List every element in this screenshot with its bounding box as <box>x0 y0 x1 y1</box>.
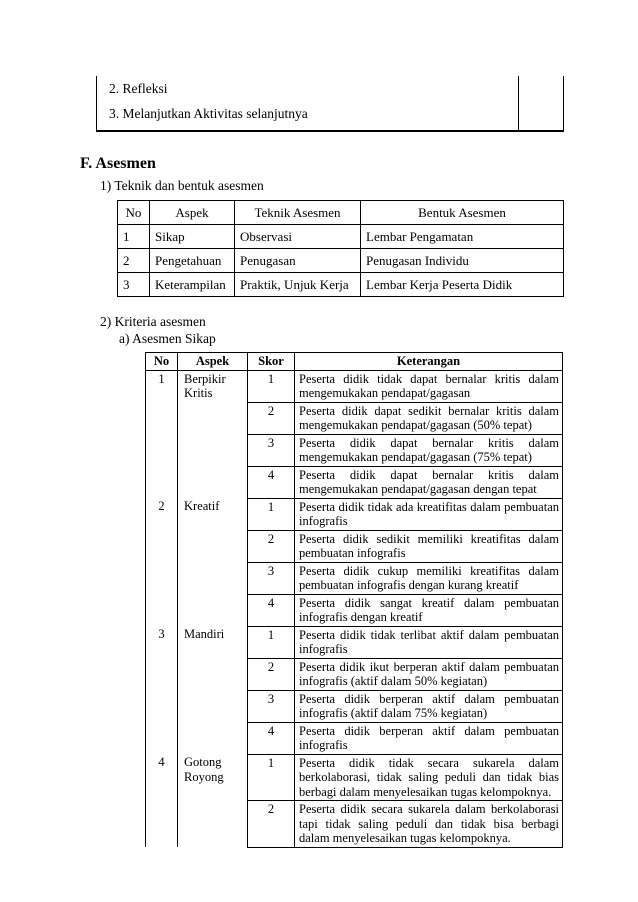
row-number: 2 <box>146 498 178 626</box>
score-cell: 2 <box>248 402 295 434</box>
description-cell <box>295 594 563 626</box>
description-line: infografis dengan kreatif <box>299 610 423 624</box>
description-line: infografis (aktif dalam 50% kegiatan) <box>299 674 488 688</box>
description-line: Peserta didik dapat bernalar kritis dalam <box>299 467 559 482</box>
description-cell <box>295 690 563 722</box>
description-line: Peserta didik secara sukarela dalam berkolaborasi <box>299 802 559 816</box>
section-title: F. Asesmen <box>80 155 156 172</box>
table-row <box>146 498 563 530</box>
description-cell <box>295 722 563 754</box>
description-line: Peserta didik tidak dapat bernalar kritis dalam <box>299 371 559 386</box>
description-line: infografis (aktif dalam 75% kegiatan) <box>299 706 488 720</box>
header-cell: No <box>118 201 150 225</box>
description-line: Peserta didik dapat bernalar kritis dalam <box>299 435 559 450</box>
description-line: infografis <box>299 738 348 752</box>
table-row <box>118 249 564 273</box>
description-cell <box>295 658 563 690</box>
table-cell: 3 <box>118 273 150 297</box>
header-cell: No <box>146 353 178 371</box>
previous-table-fragment <box>96 76 564 132</box>
header-cell: Teknik Asesmen <box>235 201 361 225</box>
table-cell: Sikap <box>150 225 235 249</box>
score-cell: 1 <box>248 370 295 402</box>
score-cell: 1 <box>248 626 295 658</box>
table-row <box>146 754 563 801</box>
table-cell: Keterampilan <box>150 273 235 297</box>
description-line: Peserta didik cukup memiliki kreatifitas dalam <box>299 563 559 578</box>
table-cell: Observasi <box>235 225 361 249</box>
description-cell <box>295 530 563 562</box>
score-cell: 2 <box>248 530 295 562</box>
list-item: a) Asesmen Sikap <box>119 331 216 346</box>
description-line: infografis <box>299 514 348 528</box>
table-row <box>118 225 564 249</box>
header-cell: Aspek <box>150 201 235 225</box>
description-line: Peserta didik tidak secara sukarela dalam <box>299 755 559 770</box>
header-cell: Bentuk Asesmen <box>361 201 564 225</box>
description-line: Peserta didik berperan aktif dalam pembuatan <box>299 691 559 706</box>
list-item: 1) Teknik dan bentuk asesmen <box>100 178 264 193</box>
description-cell <box>295 498 563 530</box>
table-row <box>146 626 563 658</box>
description-cell <box>295 434 563 466</box>
header-cell: Skor <box>248 353 295 371</box>
description-line: Peserta didik berperan aktif dalam pembuatan <box>299 723 559 738</box>
description-cell <box>295 402 563 434</box>
description-line: Peserta didik tidak ada kreatifitas dalam pembuatan <box>299 499 559 514</box>
row-number: 1 <box>146 370 178 498</box>
description-cell <box>295 626 563 658</box>
aspect-cell: Berpikir Kritis <box>178 370 248 498</box>
score-cell: 4 <box>248 466 295 498</box>
score-cell: 4 <box>248 594 295 626</box>
description-line: pembuatan infografis dengan kurang kreatif <box>299 578 519 592</box>
description-cell <box>295 801 563 848</box>
description-cell <box>295 562 563 594</box>
table-cell: Penugasan <box>235 249 361 273</box>
table-header-row <box>146 353 563 371</box>
description-line: pembuatan infografis <box>299 546 406 560</box>
description-line: mengemukakan pendapat/gagasan (75% tepat) <box>299 450 532 464</box>
description-cell <box>295 370 563 402</box>
table-cell: 2 <box>118 249 150 273</box>
description-line: mengemukakan pendapat/gagasan <box>299 386 471 400</box>
aspect-cell: Gotong Royong <box>178 754 248 847</box>
score-cell: 3 <box>248 434 295 466</box>
description-line: tapi tidak saling peduli dan tidak bisa berbagi <box>299 816 559 831</box>
description-line: Peserta didik sangat kreatif dalam pembuatan <box>299 595 559 610</box>
table-cell: 1 <box>118 225 150 249</box>
table-header-row <box>118 201 564 225</box>
list-item: 2) Kriteria asesmen <box>100 314 206 329</box>
row-number: 4 <box>146 754 178 847</box>
score-cell: 3 <box>248 690 295 722</box>
score-cell: 3 <box>248 562 295 594</box>
score-cell: 2 <box>248 658 295 690</box>
table-row <box>146 370 563 402</box>
header-cell: Aspek <box>178 353 248 371</box>
description-line: Peserta didik sedikit memiliki kreatifitas dalam <box>299 531 559 546</box>
description-cell <box>295 754 563 801</box>
row-number: 3 <box>146 626 178 754</box>
table-row <box>118 273 564 297</box>
description-line: mengemukakan pendapat/gagasan (50% tepat) <box>299 418 532 432</box>
score-cell: 1 <box>248 754 295 801</box>
description-line: dalam menyelesaikan tugas kelompoknya. <box>299 831 511 845</box>
header-cell: Keterangan <box>295 353 563 371</box>
description-line: mengemukakan pendapat/gagasan dengan tepat <box>299 482 537 496</box>
description-line: infografis <box>299 642 348 656</box>
description-line: berkolaborasi, tidak saling peduli dan tidak bias <box>299 770 559 784</box>
table-cell: Lembar Kerja Peserta Didik <box>361 273 564 297</box>
score-cell: 2 <box>248 801 295 848</box>
attitude-assessment-table <box>145 352 563 848</box>
list-item: 2. Refleksi <box>109 81 168 96</box>
table-cell: Pengetahuan <box>150 249 235 273</box>
table-cell: Penugasan Individu <box>361 249 564 273</box>
column-divider <box>518 76 519 130</box>
score-cell: 1 <box>248 498 295 530</box>
description-line: Peserta didik tidak terlibat aktif dalam pembuatan <box>299 627 559 642</box>
score-cell: 4 <box>248 722 295 754</box>
description-cell <box>295 466 563 498</box>
table-cell: Lembar Pengamatan <box>361 225 564 249</box>
list-item: 3. Melanjutkan Aktivitas selanjutnya <box>109 106 308 121</box>
aspect-cell: Kreatif <box>178 498 248 626</box>
table-cell: Praktik, Unjuk Kerja <box>235 273 361 297</box>
assessment-technique-table <box>117 200 564 297</box>
description-line: berbagi dalam menyelesaikan tugas kelompoknya. <box>299 784 552 799</box>
aspect-cell: Mandiri <box>178 626 248 754</box>
description-line: Peserta didik dapat sedikit bernalar kritis dalam <box>299 403 559 418</box>
description-line: Peserta didik ikut berperan aktif dalam pembuatan <box>299 659 559 674</box>
